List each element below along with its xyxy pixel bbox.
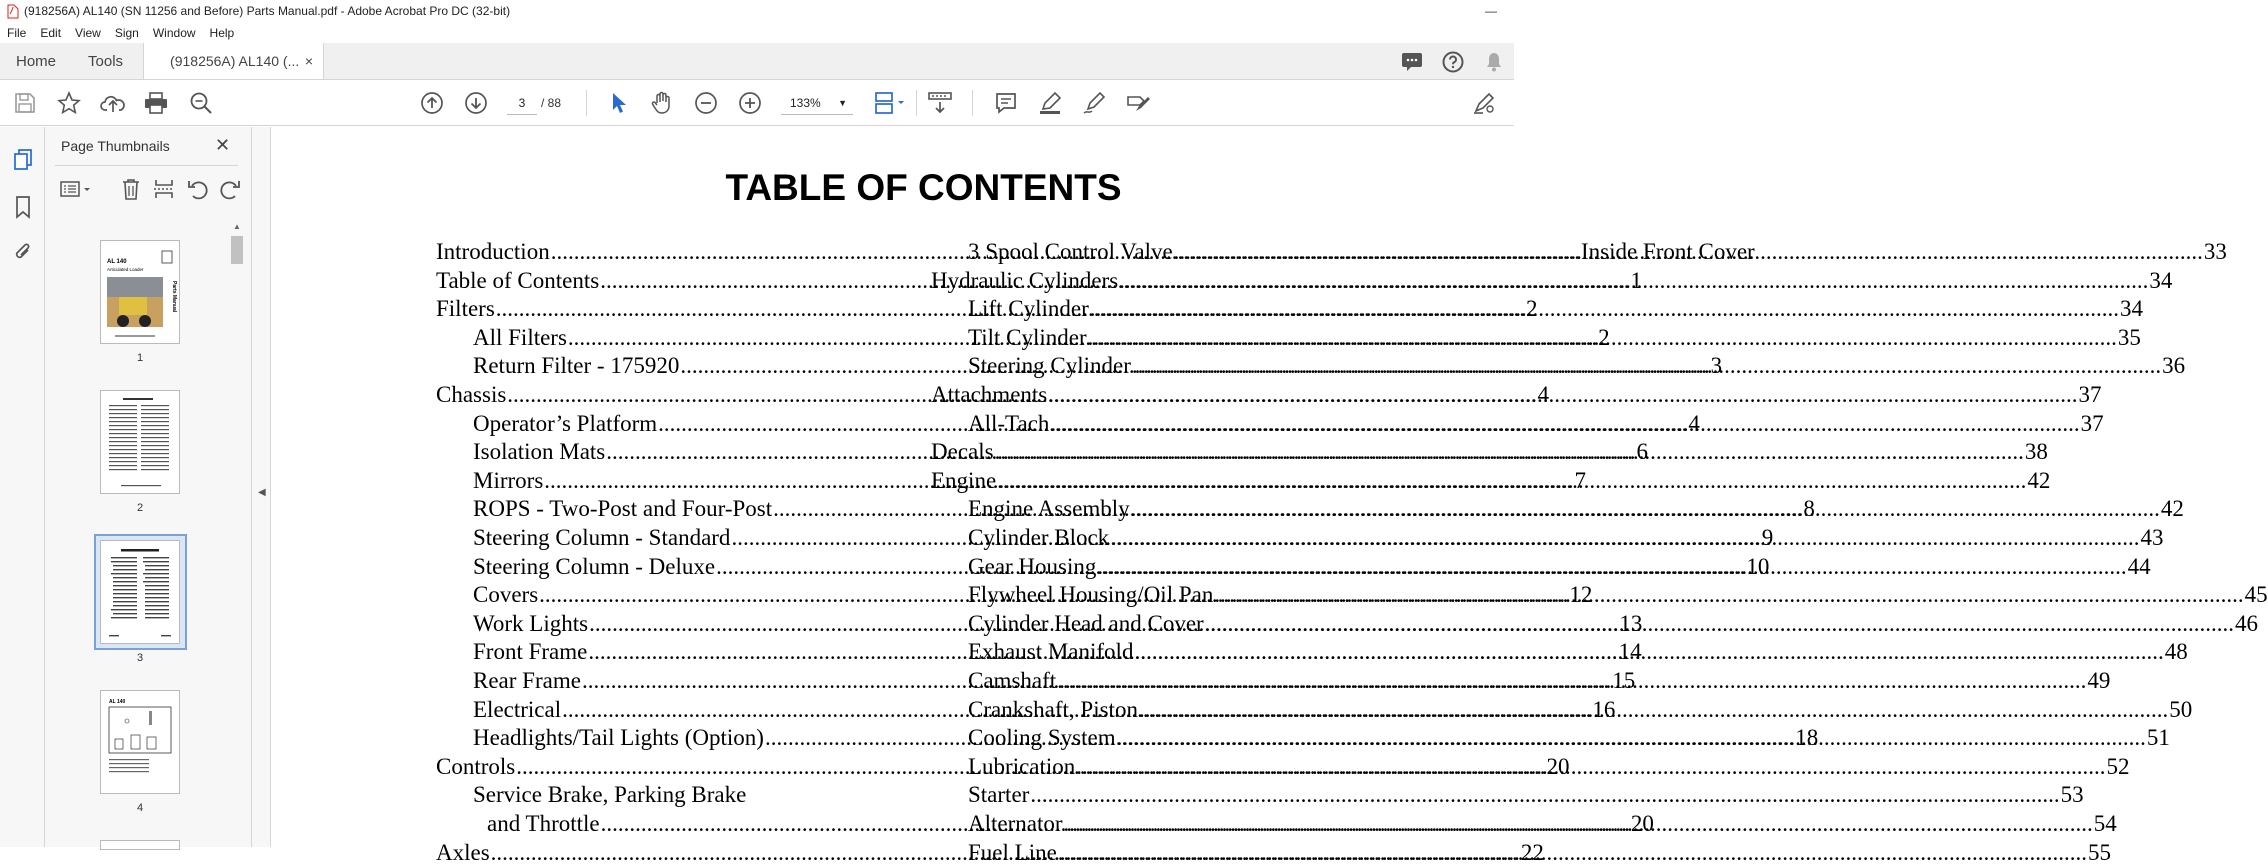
upload-cloud-icon[interactable] — [101, 91, 125, 115]
toc-entry[interactable] — [968, 496, 2184, 524]
toc-entry-page: 35 — [2117, 324, 2141, 350]
panel-close-button[interactable]: ✕ — [215, 135, 231, 155]
toc-entry-title: Controls — [436, 753, 516, 779]
toc-entry-title: Alternator — [968, 811, 1063, 836]
menu-file[interactable]: File — [7, 25, 27, 40]
toc-entry-page: 6 — [1636, 439, 1648, 465]
toc-entry-title: Exhaust Manifold — [968, 639, 1134, 665]
toc-entry-page: 49 — [2087, 668, 2111, 693]
top-right-icons — [1391, 43, 1514, 80]
comment-bubble-icon[interactable] — [1391, 52, 1432, 72]
toc-entry-title: Steering Column - Standard — [473, 525, 731, 550]
fill-sign-icon[interactable] — [1126, 91, 1150, 115]
menu-edit[interactable]: Edit — [40, 25, 62, 40]
toc-entry-title: Headlights/Tail Lights (Option) — [473, 725, 764, 751]
toc-entry[interactable] — [968, 782, 2084, 810]
thumb1-caption: AL 140 — [107, 259, 127, 265]
toc-entry-title: Flywheel Housing/Oil Pan — [968, 582, 1214, 608]
search-zoom-icon[interactable] — [189, 91, 213, 115]
toc-entry-title: Hydraulic Cylinders — [931, 267, 1119, 293]
toc-leader-dots — [1119, 268, 2148, 294]
toc-entry-title: Starter — [968, 782, 1030, 808]
hand-tool-icon[interactable] — [650, 91, 674, 115]
toc-entry-title: Work Lights — [473, 610, 589, 636]
extract-pages-icon[interactable] — [153, 178, 175, 200]
toc-entry-title: Mirrors — [473, 467, 544, 493]
toc-leader-dots — [1076, 754, 2105, 780]
toc-entry-page: 20 — [1546, 753, 1570, 779]
acrobat-pdf-icon — [6, 4, 18, 18]
thumbnail-scrollbar[interactable] — [231, 222, 243, 847]
toc-entry-title: Steering Cylinder — [968, 353, 1131, 379]
toc-entry-page: 1 — [1630, 267, 1642, 293]
attachments-paperclip-icon[interactable] — [11, 240, 35, 264]
toc-entry-page: 36 — [2162, 353, 2186, 379]
toc-leader-dots — [1088, 325, 2117, 351]
toc-entry-page: 18 — [1795, 725, 1819, 751]
toc-entry-page: 34 — [2119, 296, 2143, 322]
toc-entry-page: 53 — [2060, 782, 2084, 808]
toc-entry-page: 4 — [1537, 382, 1550, 407]
toc-entry-title: Lubrication — [968, 753, 1076, 779]
page-total: / 88 — [541, 96, 562, 110]
toc-entry-title: Fuel Line — [968, 839, 1057, 865]
read-mode-icon[interactable] — [928, 91, 952, 115]
thumbnail-label-4: 4 — [136, 802, 144, 814]
toc-entry-page: 22 — [1520, 839, 1544, 865]
thumbnail-label-1: 1 — [136, 352, 144, 364]
tab-document-label: (918256A) AL140 (... — [170, 53, 300, 69]
toc-leader-dots — [1090, 296, 2119, 322]
thumbnail-options-icon[interactable] — [59, 178, 93, 200]
toc-entry-title: Electrical — [473, 696, 562, 722]
menu-window[interactable]: Window — [152, 25, 196, 40]
toc-entry-page: 55 — [2088, 839, 2112, 865]
toc-entry-title: Crankshaft, Piston — [968, 696, 1138, 722]
toc-entry-title: All Filters — [473, 324, 567, 350]
zoom-out-icon[interactable] — [694, 91, 718, 115]
window-title: (918256A) AL140 (SN 11256 and Before) Parts Manual.pdf - Adobe Acrobat Pro DC (32-bit) — [24, 4, 511, 18]
thumb1-side-title: Parts Manual — [171, 281, 177, 313]
toc-leader-dots — [1132, 353, 2161, 379]
toc-leader-dots — [995, 439, 2024, 465]
zoom-level-select[interactable] — [781, 91, 853, 115]
toc-leader-dots — [1214, 582, 2243, 608]
toc-leader-dots — [1064, 811, 2093, 837]
select-cursor-icon[interactable] — [606, 91, 630, 115]
toc-entry-page: 9 — [1761, 525, 1774, 550]
toc-leader-dots — [1058, 840, 2087, 866]
save-icon[interactable] — [13, 91, 37, 115]
toc-entry-title: Filters — [436, 296, 495, 322]
toc-entry-title: All-Tach — [968, 410, 1050, 436]
toc-entry[interactable] — [931, 382, 2102, 410]
toc-entry[interactable] — [931, 439, 2048, 467]
chevron-down-icon: ▼ — [838, 98, 847, 108]
thumbnail-page-1[interactable] — [100, 240, 180, 344]
toc-entry-page: 44 — [2127, 553, 2151, 579]
toc-entry-page: 54 — [2093, 811, 2117, 836]
toc-entry-title: Chassis — [436, 382, 507, 407]
toc-entry-title: Axles — [436, 839, 490, 865]
toc-entry-page: 37 — [2078, 382, 2102, 407]
toc-leader-dots — [1048, 382, 2077, 408]
thumbnail-page-5[interactable] — [100, 840, 180, 850]
toc-entry-page: 34 — [2149, 267, 2173, 293]
toc-leader-dots — [1117, 725, 2146, 751]
toc-entry-title: Steering Column - Deluxe — [473, 553, 716, 579]
toc-entry-title: Gear Housing — [968, 553, 1097, 579]
toc-entry-title: Cooling System — [968, 725, 1116, 751]
toc-leader-dots — [1050, 411, 2079, 437]
toc-entry-page: 14 — [1618, 639, 1642, 665]
page-number-input[interactable]: 3 — [507, 91, 537, 115]
draw-freeform-icon[interactable] — [1082, 91, 1106, 115]
minimize-button[interactable]: — — [1485, 4, 1497, 18]
panel-divider — [55, 165, 238, 166]
toc-leader-dots — [1131, 496, 2160, 522]
toc-entry-page: 20 — [1630, 811, 1654, 836]
toc-entry-page: Inside Front Cover — [1580, 239, 1755, 264]
menu-sign[interactable]: Sign — [114, 25, 139, 40]
share-pen-icon[interactable] — [1472, 91, 1496, 115]
toc-entry-title: Table of Contents — [436, 267, 600, 293]
toc-leader-dots — [1174, 239, 2203, 265]
zoom-in-icon[interactable] — [738, 91, 762, 115]
toc-entry-title: Cylinder Block — [968, 525, 1110, 550]
toolbar-divider — [586, 90, 587, 116]
next-page-icon[interactable] — [464, 91, 488, 115]
toc-entry-title: Return Filter - 175920 — [473, 353, 680, 379]
toc-entry-page: 42 — [2027, 467, 2051, 493]
thumbnail-label-3: 3 — [136, 652, 144, 664]
highlight-pen-icon[interactable] — [1038, 91, 1062, 115]
toc-entry-page: 48 — [2164, 639, 2188, 665]
toc-leader-dots — [1139, 697, 2168, 723]
toc-entry-title: Rear Frame — [473, 668, 581, 693]
toc-entry-title: Covers — [473, 582, 539, 608]
toc-entry-page: 45 — [2244, 582, 2268, 608]
toc-entry-page: 8 — [1803, 496, 1815, 522]
menu-view[interactable]: View — [75, 25, 101, 40]
toc-entry[interactable] — [968, 353, 2186, 381]
toc-entry[interactable] — [931, 267, 2173, 296]
document-title: TABLE OF CONTENTS — [725, 167, 1122, 208]
bookmark-star-icon[interactable] — [57, 91, 81, 115]
toc-entry-title: Tilt Cylinder — [968, 324, 1087, 350]
left-rail — [0, 127, 45, 847]
add-comment-icon[interactable] — [994, 91, 1018, 115]
notification-bell-icon[interactable] — [1473, 52, 1514, 72]
panel-splitter[interactable] — [252, 127, 271, 847]
toc-leader-dots — [1110, 525, 2139, 551]
toc-entry-page: 4 — [1688, 410, 1700, 436]
zoom-level-value: 133% — [790, 96, 821, 110]
scrollbar-thumb[interactable] — [231, 236, 243, 264]
toc-entry-title: Service Brake, Parking Brake — [473, 782, 747, 808]
toc-entry-page: 46 — [2234, 610, 2258, 636]
toc-entry[interactable] — [931, 467, 2051, 496]
toc-entry[interactable] — [968, 525, 2164, 553]
main-toolbar — [0, 80, 1514, 126]
toc-entry-page: 2 — [1526, 296, 1538, 322]
toc-entry-page: 12 — [1569, 582, 1593, 608]
toc-entry-page: 16 — [1592, 696, 1616, 722]
toc-leader-dots — [1057, 668, 2086, 694]
toc-entry-title: Camshaft — [968, 668, 1057, 693]
tab-close-button[interactable]: × — [304, 53, 314, 69]
toc-entry-title: Engine Assembly — [968, 496, 1130, 522]
toc-entry-page: 2 — [1598, 324, 1610, 350]
toc-entry[interactable] — [473, 782, 876, 810]
toc-entry-page: 10 — [1746, 553, 1770, 579]
toc-leader-dots — [997, 468, 2026, 494]
help-icon[interactable] — [1432, 51, 1473, 73]
collapse-panel-arrow-icon[interactable]: ◀ — [258, 487, 266, 498]
document-view[interactable] — [271, 127, 2268, 865]
print-icon[interactable] — [144, 91, 168, 115]
tab-document[interactable] — [144, 43, 324, 79]
toc-entry[interactable] — [968, 324, 2141, 353]
toc-entry[interactable] — [968, 296, 2143, 324]
previous-page-icon[interactable] — [420, 91, 444, 115]
menu-help[interactable]: Help — [209, 25, 235, 40]
tab-tools[interactable]: Tools — [72, 43, 144, 79]
toc-entry-title: Lift Cylinder — [968, 296, 1089, 322]
toc-entry-page: 7 — [1574, 467, 1587, 493]
toc-entry-page: 37 — [2080, 410, 2104, 436]
toolbar-divider — [916, 90, 917, 116]
toc-entry-page: 13 — [1619, 610, 1643, 636]
toc-entry-page: 43 — [2140, 525, 2164, 550]
thumb4-caption: AL 140 — [109, 699, 126, 705]
toc-entry-title: Decals — [931, 439, 994, 465]
toc-entry-title: Attachments — [931, 382, 1048, 407]
toc-entry-title: Front Frame — [473, 639, 588, 665]
delete-trash-icon[interactable] — [120, 178, 142, 200]
toc-entry-page: 3 — [1710, 353, 1723, 379]
toc-leader-dots — [1205, 611, 2234, 637]
title-bar — [0, 0, 1514, 22]
thumbnail-label-2: 2 — [136, 502, 144, 514]
toc-entry-page: 50 — [2169, 696, 2193, 722]
toc-leader-dots — [1030, 782, 2059, 808]
thumbnail-page-3[interactable] — [100, 540, 180, 644]
toc-entry-page: 38 — [2024, 439, 2048, 465]
scroll-up-arrow-icon[interactable]: ▲ — [233, 222, 241, 231]
rotate-clockwise-icon[interactable] — [219, 178, 241, 200]
toc-entry-title: Isolation Mats — [473, 439, 606, 465]
thumbnail-page-4[interactable] — [100, 690, 180, 794]
toc-entry-title: Engine — [931, 467, 997, 493]
toc-entry-title: Operator’s Platform — [473, 410, 658, 436]
tab-bar — [0, 43, 1514, 80]
panel-title: Page Thumbnails — [61, 138, 170, 154]
toc-entry-title: 3 Spool Control Valve — [968, 239, 1173, 264]
menu-bar — [0, 22, 1514, 43]
toc-entry[interactable] — [968, 410, 2104, 439]
rotate-counterclockwise-icon[interactable] — [187, 178, 209, 200]
toc-leader-dots — [1097, 554, 2126, 580]
toc-entry-title: ROPS - Two-Post and Four-Post — [473, 496, 773, 522]
toolbar-divider — [972, 90, 973, 116]
thumb1-subtitle: Articulated Loader — [107, 267, 144, 272]
thumbnail-page-2[interactable] — [100, 390, 180, 494]
page-thumbnails-icon[interactable] — [11, 148, 35, 172]
toc-entry-page: 52 — [2106, 753, 2130, 779]
toc-entry-title: and Throttle — [487, 811, 600, 836]
toc-entry-page: 51 — [2146, 725, 2170, 751]
toc-leader-dots — [1134, 639, 2163, 665]
toc-entry-title: Cylinder Head and Cover — [968, 610, 1204, 636]
bookmarks-icon[interactable] — [11, 195, 35, 219]
toc-entry-page: 42 — [2160, 496, 2184, 522]
toc-entry-page: 33 — [2203, 239, 2227, 264]
window-controls — [1468, 0, 1514, 22]
tab-home[interactable]: Home — [16, 52, 57, 70]
toc-entry-page: 15 — [1612, 668, 1636, 693]
toc-entry-title: Introduction — [436, 239, 550, 264]
page-layout-icon[interactable] — [874, 91, 908, 115]
